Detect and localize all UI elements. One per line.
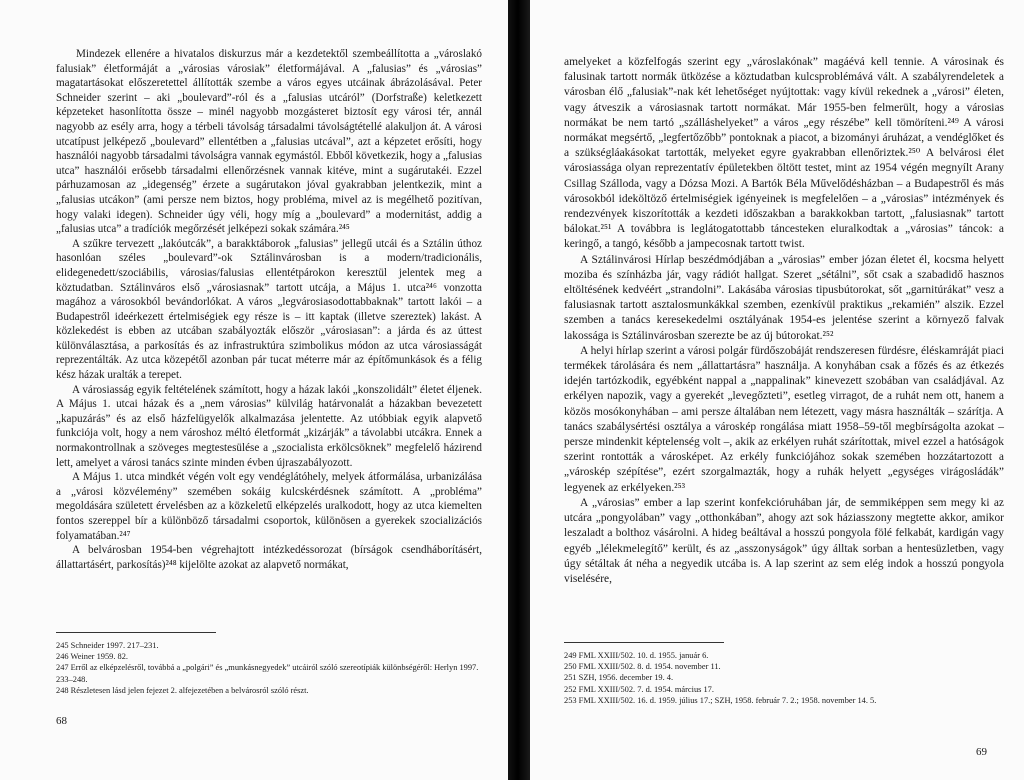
right-page-body <box>564 55 1004 587</box>
left-footnotes <box>56 640 482 696</box>
footnote: 245 Schneider 1997. 217–231. <box>56 641 159 650</box>
footnote-rule <box>56 632 216 633</box>
footnote: 249 FML XXIII/502. 10. d. 1955. január 6. <box>564 651 709 660</box>
paragraph: Mindezek ellenére a hivatalos diskurzus már a kezdetektől szembeállította a „városlakó falusiak” életformáját a „városias városiak” életformájával. A „falusias” és „városias” magatartásokat előszeretettel állították szembe a város egyes utcáinak ábrázolásával. Peter Schneider szerint – aki „boulevard”-ról és a „falusias utcáról” (Dorfstraße) keletkezett képzeteket hasonlította össze – minél nagyobb mozgásteret biztosít egy városi tér, annál nagyobb az esély arra, hogy a térbeli távolság társadalmi távolságtétellé alakuljon át. A városi utcatípust jelképező „boulevard” ellentétben a „falusias utcával”, azt a képzetet erősíti, hogy használói nagyobb társadalmi távolságra vannak egymástól. Ebből következik, hogy a „falusias utca” használói erősebb társadalmi ellenőrzésnek vannak kitéve, mint a sugárutakéi. Ezzel párhuzamosan az „idegenség” érzete a sugárutakon jóval gyakrabban jelentkezik, mint a „falusias utcákon” (ami persze nem biztos, hogy probléma, mivel az is megélhető pozitívan, hogy valaki idegen). Schneider úgy véli, hogy míg a „boulevard” a modernitást, addig a „falusias utca” a tradíciók megőrzését jelképezi sokak számára.²⁴⁵ <box>56 48 482 236</box>
footnote: 253 FML XXIII/502. 16. d. 1959. július 17.; SZH, 1958. február 7. 2.; 1958. november 14. 5. <box>564 695 877 705</box>
paragraph: A Sztálinvárosi Hírlap beszédmódjában a „városias” ember józan életet él, kocsma helyett moziba és színházba jár, vagy rádiót hallgat. Szeret „sétálni”, sőt csak a szabadidő hasznos eltöltésének kedvéért „strandolni”. Lakásába városias tipusbútorokat, sőt „garnitúrákat” vesz a falusiasnak tartott asztalosmunkákkal szemben, ezenkívül praktikus „rekamién” alszik. Ezzel szemben a tanács keresekedelmi osztályának 1954-es jelentése szerint a környező falvak lakossága is Sztálinvárosban szerezte be az új bútorokat.²⁵² <box>564 253 1004 342</box>
footnote: 248 Részletesen lásd jelen fejezet 2. alfejezetében a belvárosról szóló részt. <box>56 685 309 695</box>
paragraph: A belvárosban 1954-ben végrehajtott intézkedéssorozat (bírságok csendháborításért, állattartásért, parkosítás)²⁴⁸ kijelölte azokat az alapvető normákat, <box>56 544 482 571</box>
footnote: 250 FML XXIII/502. 8. d. 1954. november 11. <box>564 662 721 672</box>
paragraph: A városiasság egyik feltételének számított, hogy a házak lakói „konszolidált” életet éljenek. A Május 1. utcai házak és a „nem városias” külvilág határvonalát a házakban bevezetett „kapuzárás” és az első házfelügyelők alkalmazása jelentette. Az utóbbiak egyik alapvető funkciója volt, hogy a nem városhoz méltó életformát „kizárják” a távolabbi utcákra. Ennek a normakontrollnak a szöveges megtestesülése a „szocialista erkölcsöknek” megfelelő házirend lett, amelyet a városi tanács szinte minden évben újraszabályozott. <box>56 383 482 469</box>
footnote: 251 SZH, 1956. december 19. 4. <box>564 673 674 683</box>
paragraph: A „városias” ember a lap szerint konfekcióruhában jár, de semmiképpen sem megy ki az utcára „pongyolában” vagy „otthonkában”, ahogy azt sok háziasszony megtette akkor, amikor leszaladt a bolthoz vásárolni. A hideg beáltával a hosszú pongyola fölé felkabát, kardigán vagy egyéb „lélekmelegítő” került, és az „asszonyságok” úgy álltak sorban a hentesüzletben, vagy úgy sétáltak át néha a negyedik utcába is. A lap szerint az sem elég indok a hosszú pongyola viselésére, <box>564 496 1004 585</box>
page-number: 69 <box>976 746 987 758</box>
footnote: 246 Weiner 1959. 82. <box>56 652 128 662</box>
paragraph: amelyeket a közfelfogás szerint egy „városlakónak” magáévá kell tennie. A városinak és falusinak tartott normák ütközése a köztudatban kulcsproblémává vált. A szabályrendeletek a városban élő „falusiak”-nak két lehetőséget nyújtottak: vagy kívül rekednek a „városi” életen, vagy átveszik a városiasnak tartott normákat. Már 1955-ben felmerült, hogy a városias normákat be nem tartó „szálláshelyeket” a város „egy részébe” kell tömöríteni.²⁴⁹ A városi normákat megsértő, „legfertőzőbb” pontoknak a piacot, a bizományi áruházat, a vendéglőket és a szükségláakásokat tartották, melyeket egyre gyakrabban ellenőriztek.²⁵⁰ A belvárosi élet városiassága olyan reprezentatív épületekben öltött testet, mint az 1954 végén megnyílt Arany Csillag Szálloda, vagy a Dózsa Mozi. A Bartók Béla Művelődésházban – a Budapestről és más városokból ideköltöző értelmiségiek igényeinek is megfelelően – a „városias” intézmények és rendezvények kiszorították a kezdeti időszakban a barakkokban tartott, „falusiasnak” tartott bálokat.²⁵¹ A továbbra is leglátogatottabb táncesteken eluralkodtak a „városias” táncok: a keringő, a tangó, később a jampecosnak tartott twist. <box>564 56 1004 251</box>
paragraph: A helyi hírlap szerint a városi polgár fürdőszobáját rendszeresen fürdésre, éléskamráját piaci termékek tárolására és nem „állattartásra” használja. A konyhában csak a főzés és az étkezés idején tartózkodik, egyébként nappal a „nappalinak” kinevezett szobában van családjával. Az erkélyen napozik, vagy a gyerekét „levegőzteti”, esetleg virragot, de a ruhát nem ott, hanem a közös mosókonyhában – ami persze általában nem létezett, vagy másra használták – szárítja. A tanács szabálysértési osztálya a városkép rongálása miatt 1958–59-től megbírságolta azokat – persze mindenkit képtelenség volt –, akik az erkélyen ruhát szárítottak, mivel ezzel a hatóságok szerint rontották a városképet. Az erkély funkciójához sokak szemében hozzátartozott a „városkép szépítése”, ezért szorgalmazták, hogy a ruhák helyett „egységes virágosládák” legyenek az erkélyeken.²⁵³ <box>564 344 1004 494</box>
right-footnotes <box>564 650 1004 706</box>
left-page <box>0 0 508 780</box>
right-page <box>530 0 1024 780</box>
paragraph: A Május 1. utca mindkét végén volt egy vendéglátóhely, melyek átformálása, urbanizálása a „városi közvélemény” szemében sokáig kulcskérdésnek számított. A „probléma” megoldására született érvelésben az a közkeletű elképzelés uralkodott, hogy az utca kiemelten fontos szereppel bír a különböző társadalmi csoportok, különösen a gyerekek szocializációs folyamatában.²⁴⁷ <box>56 471 482 542</box>
footnote: 252 FML XXIII/502. 7. d. 1954. március 17. <box>564 684 714 694</box>
paragraph: A szűkre tervezett „lakóutcák”, a barakktáborok „falusias” jellegű utcái és a Sztálin úthoz hasonlóan széles „boulevard”-ok Sztálinvárosban is a modern/tradicionális, elidegenedett/szociábilis, városias/falusias ellentétpárokon keresztül jelentek meg a köztudatban. Sztálinváros első „városiasnak” tartott utcája, a Május 1. utca²⁴⁶ vonzotta magához a városokból bevándorlókat. A város „legvárosiasodottabbaknak” tartott lakói – a Budapestről ideérkezett értelmiségiek egy része is – itt kaptak (illetve szereztek) lakást. A közlekedést is ebben az utcában szabályozták először „városiasan”: a járda és az úttest különválasztása, a parkosítás és az infrastruktúra szimbolikus módon az utca városiasságát reprezentálták. Az utca közepétől azonban pár tucat méterre már az építőmunkások és a félig kész házak uralták a terepet. <box>56 237 482 382</box>
footnote: 247 Erről az elképzelésről, továbbá a „polgári” és „munkásnegyedek” utcáiról szóló szereotípiák különbségéről: Herlyn 1997. 233–248. <box>56 663 479 684</box>
page-number: 68 <box>56 715 67 727</box>
book-gutter <box>508 0 530 780</box>
left-page-body <box>56 47 482 572</box>
footnote-rule <box>564 642 724 643</box>
